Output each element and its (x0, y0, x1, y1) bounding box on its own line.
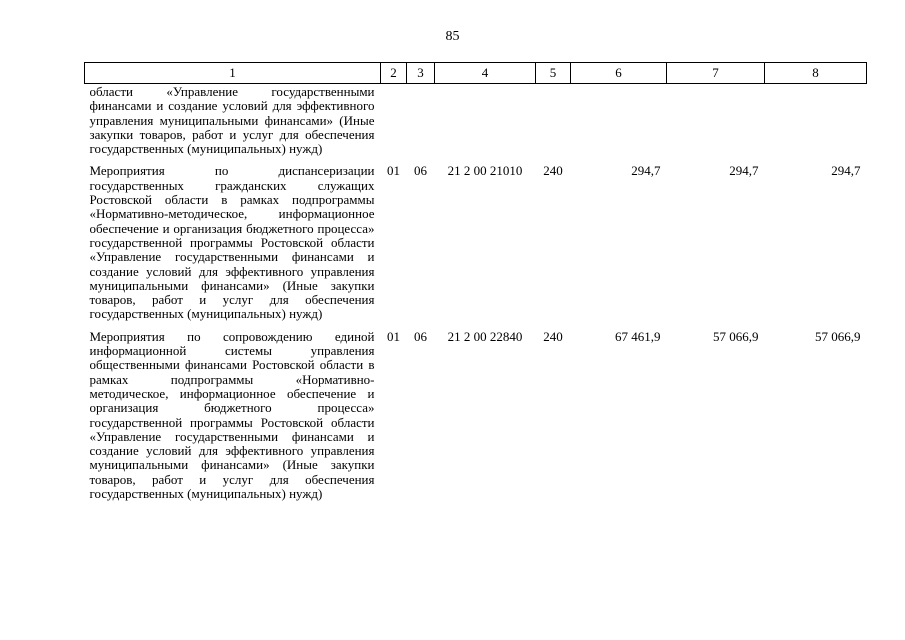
cell-subsection: 06 (414, 163, 427, 179)
column-header: 4 (435, 63, 536, 84)
cell-section: 01 (387, 163, 400, 179)
column-header: 6 (571, 63, 667, 84)
cell-amount-col7 (667, 84, 765, 165)
cell-amount-col7: 294,7 (729, 163, 759, 179)
cell-amount-col8: 57 066,9 (815, 328, 861, 344)
cell-expense-type: 240 (543, 163, 563, 179)
column-header: 1 (85, 63, 381, 84)
cell-amount-col8: 294,7 (831, 163, 861, 179)
table-row (85, 330, 867, 510)
cell-expense-type (536, 84, 571, 165)
cell-expense-type: 240 (543, 328, 563, 344)
cell-section (381, 84, 407, 165)
column-header: 8 (765, 63, 867, 84)
cell-amount-col6: 294,7 (631, 163, 661, 179)
page-number: 85 (445, 29, 460, 44)
cell-subsection: 06 (414, 328, 427, 344)
row-description: Мероприятия по сопровождению единой информационной системы управления общественными финансами Ростовской области в рамках подпрограммы «Нормативно-методическое, информационное обеспечение и организация бюджетного процесса» государственной программы Ростовской области «Управление государственными финансами и создание условий для эффективного управления муниципальными финансами» (Иные закупки товаров, работ и услуг для обеспечения государственных (муниципальных) нужд) (89, 328, 375, 502)
cell-amount-col7: 57 066,9 (713, 328, 759, 344)
table-row (85, 164, 867, 329)
column-header: 5 (536, 63, 571, 84)
table-row (85, 84, 867, 165)
cell-section: 01 (387, 328, 400, 344)
cell-amount-col8 (765, 84, 867, 165)
cell-amount-col6: 67 461,9 (615, 328, 661, 344)
column-header: 3 (407, 63, 435, 84)
row-description: Мероприятия по диспансеризации государственных гражданских служащих Ростовской области в рамках подпрограммы «Нормативно-методическое, информационное обеспечение и организация бюджетного процесса» государственной программы Ростовской области «Управление государственными финансами и создание условий для эффективного управления муниципальными финансами» (Иные закупки товаров, работ и услуг для обеспечения государственных (муниципальных) нужд) (89, 163, 375, 322)
budget-table (84, 62, 867, 509)
cell-subsection (407, 84, 435, 165)
cell-amount-col6 (571, 84, 667, 165)
cell-target-code: 21 2 00 22840 (447, 328, 523, 344)
cell-target-code (435, 84, 536, 165)
column-header: 7 (667, 63, 765, 84)
column-header-row (85, 63, 867, 84)
cell-target-code: 21 2 00 21010 (447, 163, 523, 179)
column-header: 2 (381, 63, 407, 84)
row-description: области «Управление государственными финансами и создание условий для эффективного управления муниципальными финансами» (Иные закупки товаров, работ и услуг для обеспечения государственных (муниципальных) нужд) (89, 84, 375, 157)
